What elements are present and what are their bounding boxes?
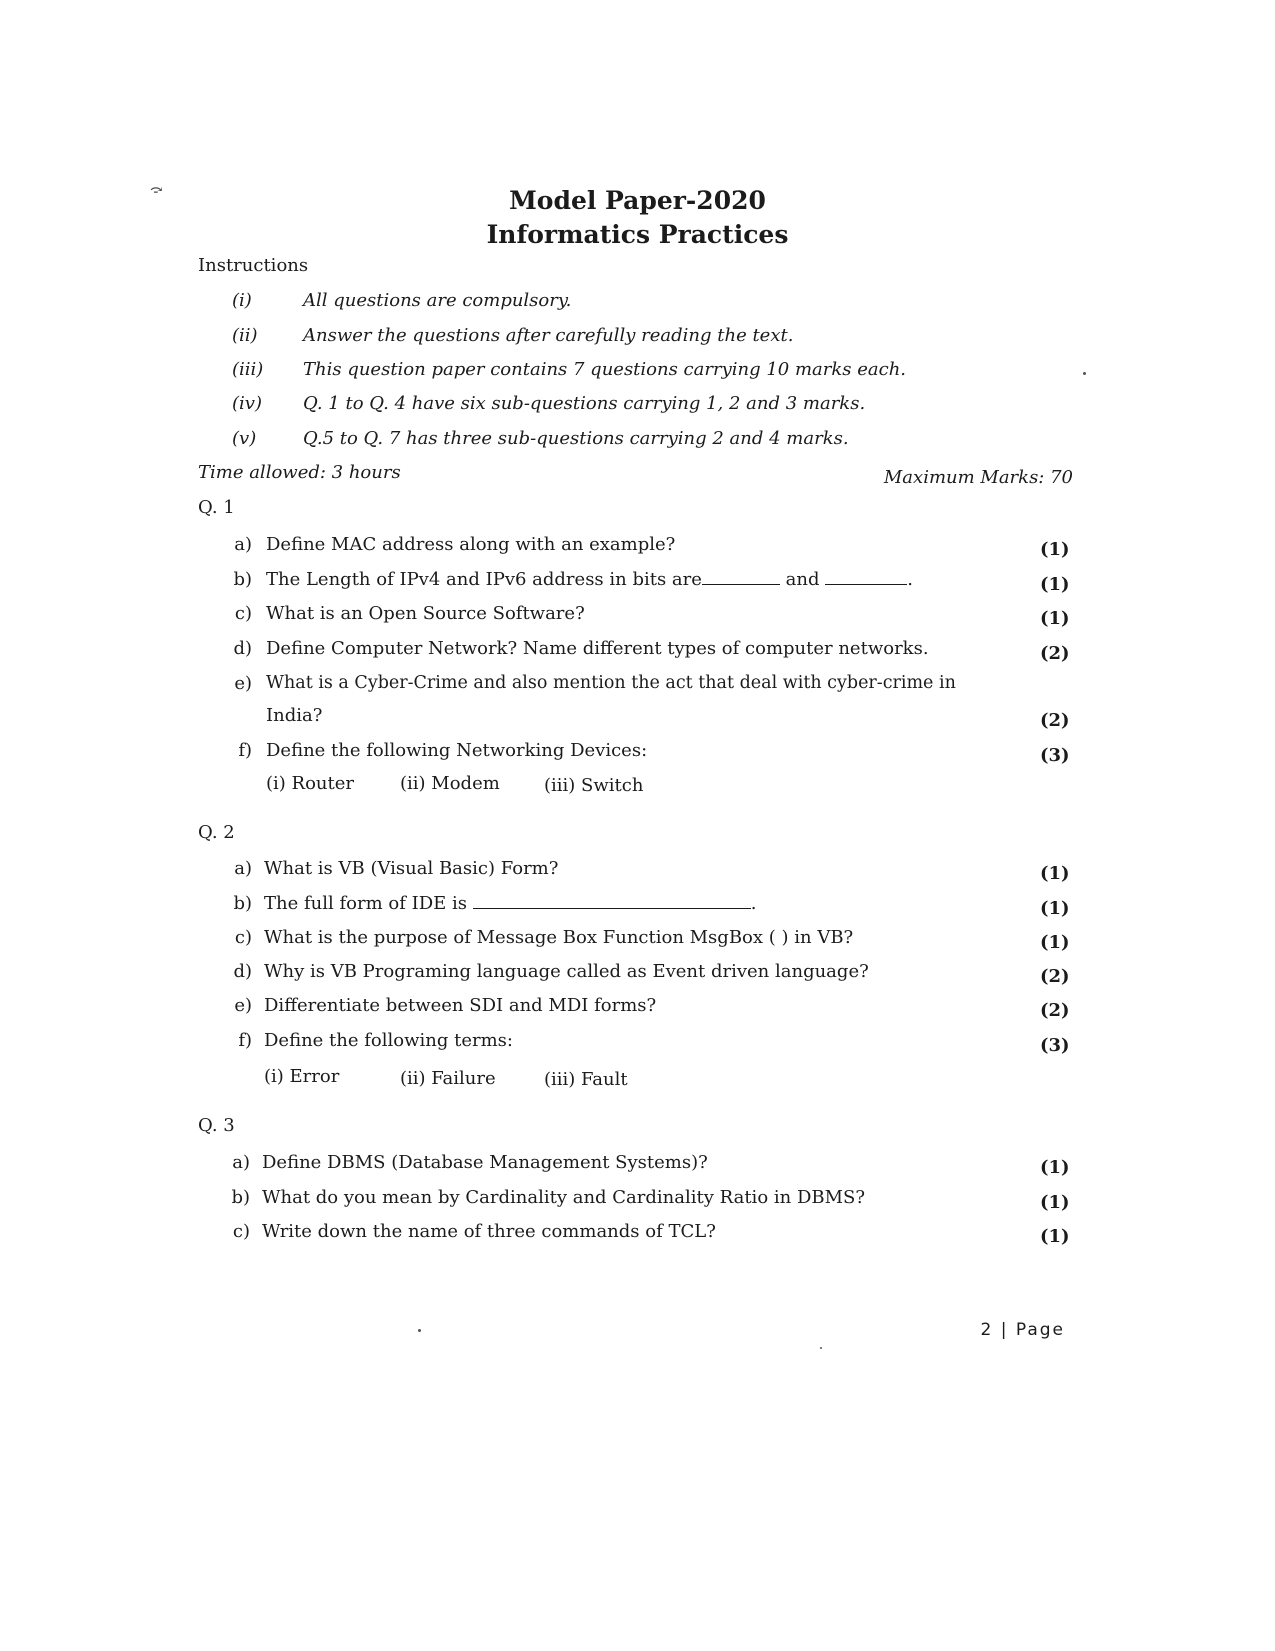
answer-blank [702,570,780,585]
instruction-text: Q. 1 to Q. 4 have six sub-questions carrying 1, 2 and 3 marks. [303,393,866,414]
subquestion-text: Define the following Networking Devices: [266,740,648,761]
subquestion-marks: (1) [1040,1226,1070,1247]
subquestion-text: What is VB (Visual Basic) Form? [264,858,559,879]
question-label: Q. 2 [198,822,235,843]
subquestion-text-continued: India? [266,705,323,726]
subquestion-text: Define the following terms: [264,1030,513,1051]
maximum-marks: Maximum Marks: 70 [883,467,1073,488]
instructions-heading: Instructions [198,255,309,276]
option-item: (iii) Switch [544,775,644,796]
subquestion-letter: d) [233,638,252,659]
subquestion-text-part: and [785,569,820,590]
subquestion-marks: (2) [1040,966,1070,987]
subquestion-marks: (2) [1040,643,1070,664]
subquestion-marks: (1) [1040,898,1070,919]
subquestion-marks: (3) [1040,1035,1070,1056]
subquestion-letter: c) [234,927,252,948]
option-item: (ii) Modem [400,773,500,794]
instruction-number: (iii) [232,359,264,380]
subquestion-marks: (1) [1040,608,1070,629]
instruction-text: All questions are compulsory. [303,290,572,311]
subquestion-letter: c) [232,1221,250,1242]
subquestion-letter: e) [234,995,252,1016]
subquestion-marks: (2) [1040,1000,1070,1021]
subquestion-text-part: The Length of IPv4 and IPv6 address in bits are [266,569,702,590]
instruction-number: (ii) [232,325,258,346]
scan-speck [418,1329,421,1332]
answer-blank [825,570,907,585]
instruction-text: Q.5 to Q. 7 has three sub-questions carrying 2 and 4 marks. [303,428,849,449]
instruction-text: This question paper contains 7 questions carrying 10 marks each. [303,359,907,380]
subquestion-text-part: . [907,569,913,590]
subquestion-text: Why is VB Programing language called as Event driven language? [264,961,869,982]
subquestion-text-part: The full form of IDE is [264,893,467,914]
option-item: (iii) Fault [544,1069,628,1090]
subquestion-text: What is an Open Source Software? [266,603,585,624]
scan-speck [820,1347,822,1349]
subquestion-text-part: . [750,893,757,914]
time-allowed: Time allowed: 3 hours [198,462,401,483]
subquestion-letter: f) [238,1030,252,1051]
subquestion-text: What is the purpose of Message Box Function MsgBox ( ) in VB? [264,927,854,948]
subquestion-letter: d) [233,961,252,982]
subquestion-text: Define Computer Network? Name different types of computer networks. [266,638,929,659]
instruction-number: (iv) [232,393,262,414]
subquestion-letter: f) [238,740,252,761]
subquestion-text: Write down the name of three commands of TCL? [262,1221,716,1242]
subquestion-letter: e) [234,673,252,694]
subquestion-marks: (1) [1040,574,1070,595]
subquestion-marks: (1) [1040,1157,1070,1178]
option-item: (ii) Failure [400,1068,496,1089]
instruction-number: (i) [232,290,252,311]
subquestion-text [266,569,913,590]
subquestion-text: Differentiate between SDI and MDI forms? [264,995,657,1016]
subquestion-text [264,893,756,914]
subquestion-letter: a) [232,1152,250,1173]
instruction-text: Answer the questions after carefully reading the text. [303,325,794,346]
subquestion-letter: a) [234,534,252,555]
subquestion-marks: (1) [1040,863,1070,884]
question-label: Q. 3 [198,1115,235,1136]
subquestion-letter: a) [234,858,252,879]
paper-title: Model Paper-2020 [509,186,766,215]
subquestion-letter: b) [231,1187,250,1208]
subquestion-letter: b) [233,569,252,590]
answer-blank [473,894,751,909]
subquestion-letter: c) [234,603,252,624]
scan-corner-mark: ⤼ [150,180,163,198]
subquestion-text: Define DBMS (Database Management Systems)? [262,1152,708,1173]
subquestion-marks: (3) [1040,745,1070,766]
subquestion-marks: (1) [1040,539,1070,560]
subquestion-letter: b) [233,893,252,914]
subquestion-text: What do you mean by Cardinality and Cardinality Ratio in DBMS? [262,1187,866,1208]
paper-subject: Informatics Practices [486,220,789,249]
option-item: (i) Error [264,1066,340,1087]
option-item: (i) Router [266,773,354,794]
question-label: Q. 1 [198,497,235,518]
scan-speck [1083,372,1086,375]
subquestion-text: Define MAC address along with an example? [266,534,676,555]
subquestion-marks: (1) [1040,1192,1070,1213]
subquestion-marks: (2) [1040,710,1070,731]
page-number: 2 | Page [980,1320,1065,1340]
subquestion-text: What is a Cyber-Crime and also mention the act that deal with cyber-crime in [266,673,956,693]
instruction-number: (v) [232,428,257,449]
subquestion-marks: (1) [1040,932,1070,953]
